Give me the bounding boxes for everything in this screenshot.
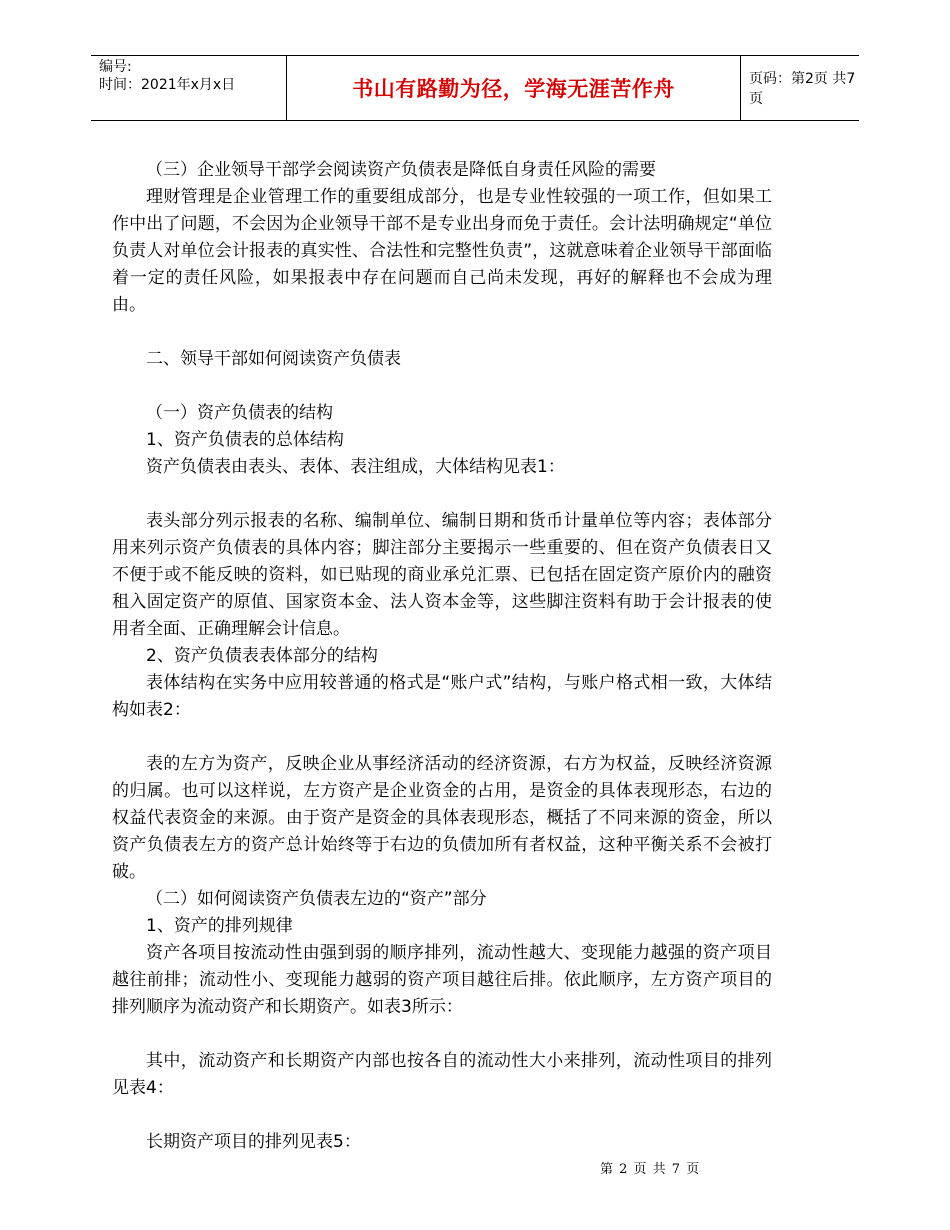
- paragraph: 表的左方为资产，反映企业从事经济活动的经济资源，右方为权益，反映经济资源的归属。也可以这样说，左方资产是企业资金的占用，是资金的具体表现形态，右边的权益代表资金的来源。由于资产是资金的具体表现形态，概括了不同来源的资金，所以资产负债表左方的资产总计始终等于右边的负债加所有者权益，这种平衡关系不会被打破。: [112, 754, 772, 882]
- header-motto: 书山有路勤为径，学海无涯苦作舟: [286, 56, 741, 120]
- header-page-info: 页码：第2页 共7页: [749, 71, 856, 107]
- paragraph: 理财管理是企业管理工作的重要组成部分，也是专业性较强的一项工作，但如果工作中出了问题，不会因为企业领导干部不是专业出身而免于责任。会计法明确规定“单位负责人对单位会计报表的真实性、合法性和完整性负责”，这就意味着企业领导干部面临着一定的责任风险，如果报表中存在问题而自己尚未发现，再好的解释也不会成为理由。: [112, 187, 772, 315]
- subsection-heading: （一）资产负债表的结构: [146, 403, 333, 423]
- subsection-heading: 1、资产的排列规律: [146, 916, 293, 936]
- paragraph: 表体结构在实务中应用较普通的格式是“账户式”结构，与账户格式相一致，大体结构如表2：: [112, 673, 772, 720]
- subsection-heading: 2、资产负债表表体部分的结构: [146, 646, 378, 666]
- paragraph: 表头部分列示报表的名称、编制单位、编制日期和货币计量单位等内容；表体部分用来列示资产负债表的具体内容；脚注部分主要揭示一些重要的、但在资产负债表日又不便于或不能反映的资料，如已贴现的商业承兑汇票、已包括在固定资产原价内的融资租入固定资产的原值、国家资本金、法人资本金等，这些脚注资料有助于会计报表的使用者全面、正确理解会计信息。: [112, 511, 772, 639]
- paragraph: 其中，流动资产和长期资产内部也按各自的流动性大小来排列，流动性项目的排列见表4：: [112, 1051, 772, 1098]
- section-heading: （三）企业领导干部学会阅读资产负债表是降低自身责任风险的需要: [146, 160, 656, 180]
- page-footer: 第 2 页 共 7 页: [600, 1162, 701, 1177]
- paragraph: 资产负债表由表头、表体、表注组成，大体结构见表1：: [146, 457, 565, 477]
- page-header: [91, 55, 859, 121]
- subsection-heading: （二）如何阅读资产负债表左边的“资产”部分: [146, 889, 487, 909]
- paragraph: 长期资产项目的排列见表5：: [146, 1132, 361, 1152]
- subsection-heading: 1、资产负债表的总体结构: [146, 430, 344, 450]
- document-number-label: 编号:: [99, 59, 132, 75]
- paragraph: 资产各项目按流动性由强到弱的顺序排列，流动性越大、变现能力越强的资产项目越往前排；流动性小、变现能力越弱的资产项目越往后排。依此顺序，左方资产项目的排列顺序为流动资产和长期资产。如表3所示：: [112, 943, 772, 1017]
- document-body: [112, 157, 772, 1156]
- section-heading: 二、领导干部如何阅读资产负债表: [146, 349, 401, 369]
- document-time-label: 时间：2021年x月x日: [99, 77, 236, 93]
- header-meta: [91, 56, 286, 120]
